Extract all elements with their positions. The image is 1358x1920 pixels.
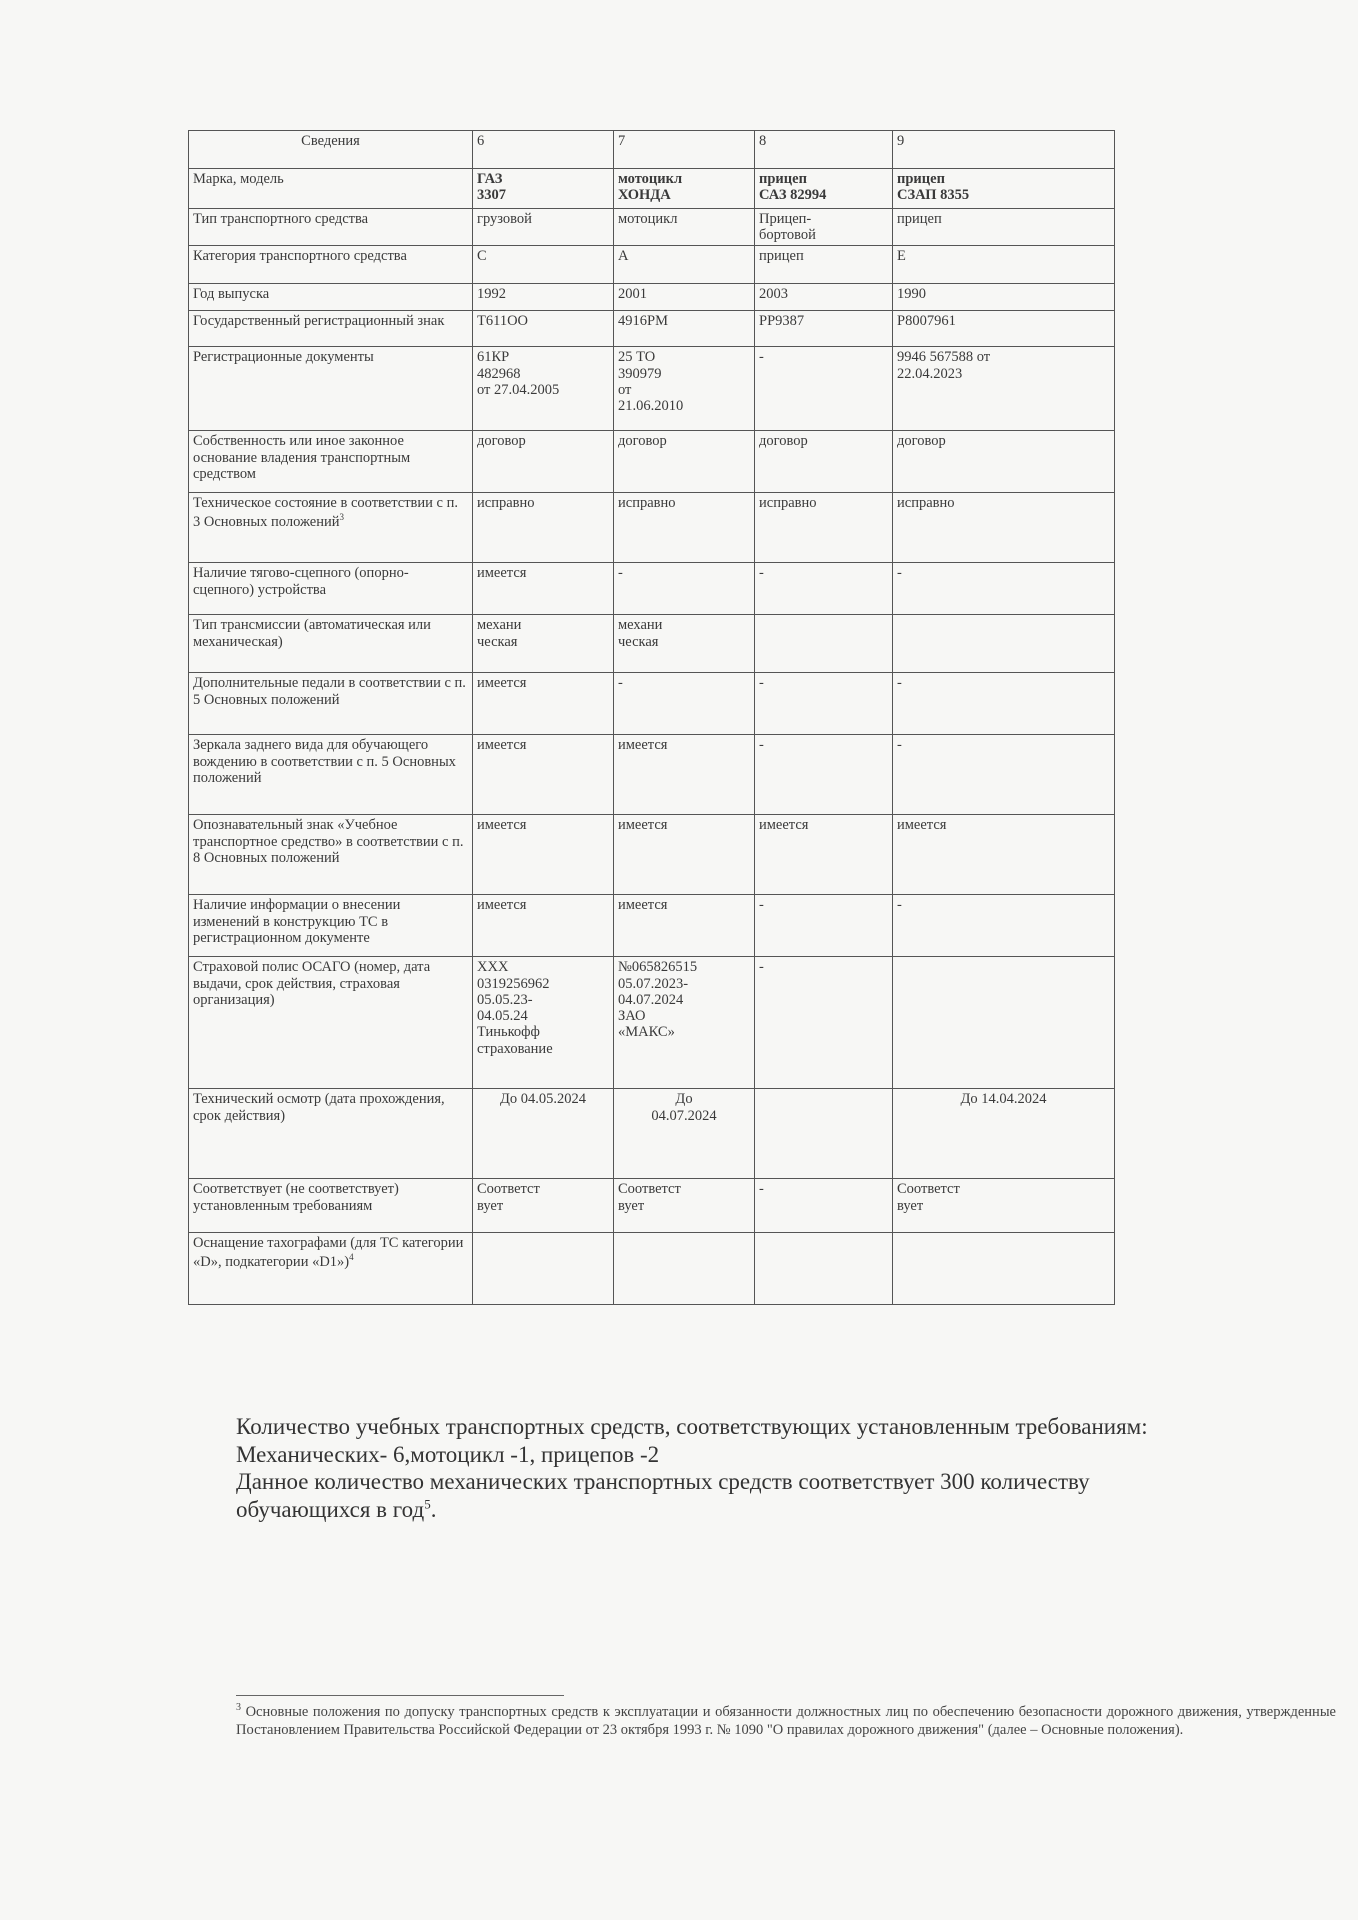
table-row-type [189,209,1115,246]
row-label-year: Год выпуска [189,284,473,311]
cell-ownership-c8: договор [755,431,893,493]
cell-tachograph-c6 [473,1233,614,1305]
table-row-sign [189,815,1115,895]
table-row-pedals [189,673,1115,735]
cell-inspection-c7: До 04.07.2024 [614,1089,755,1179]
cell-category-c9: Е [893,246,1115,284]
cell-sign-c8: имеется [755,815,893,895]
cell-inspection-c8 [755,1089,893,1179]
cell-modifications-c8: - [755,895,893,957]
cell-pedals-c6: имеется [473,673,614,735]
row-label-pedals: Дополнительные педали в соответствии с п. 5 Основных положений [189,673,473,735]
cell-mirrors-c8: - [755,735,893,815]
row-label-compliance: Соответствует (не соответствует) установленным требованиям [189,1179,473,1233]
cell-compliance-c9: Соответст вует [893,1179,1115,1233]
row-label-regdocs: Регистрационные документы [189,347,473,431]
cell-type-c8: Прицеп- бортовой [755,209,893,246]
cell-mirrors-c9: - [893,735,1115,815]
table-row-model [189,169,1115,209]
cell-plate-c6: Т611ОО [473,311,614,347]
cell-regdocs-c9: 9946 567588 от 22.04.2023 [893,347,1115,431]
cell-tachograph-c9 [893,1233,1115,1305]
cell-year-c8: 2003 [755,284,893,311]
cell-year-c7: 2001 [614,284,755,311]
row-label-sign: Опознавательный знак «Учебное транспортное средство» в соответствии с п. 8 Основных положений [189,815,473,895]
vehicle-info-table [188,130,1115,1305]
cell-ownership-c9: договор [893,431,1115,493]
cell-transmission-c8 [755,615,893,673]
cell-sign-c6: имеется [473,815,614,895]
cell-plate-c8: РР9387 [755,311,893,347]
row-label-plate: Государственный регистрационный знак [189,311,473,347]
table-row-tachograph [189,1233,1115,1305]
cell-compliance-c6: Соответст вует [473,1179,614,1233]
table-row-regdocs [189,347,1115,431]
cell-condition-c6: исправно [473,493,614,563]
header-col-9: 9 [893,131,1115,169]
cell-model-c7: мотоцикл ХОНДА [614,169,755,209]
row-label-inspection: Технический осмотр (дата прохождения, срок действия) [189,1089,473,1179]
footnote-marker: 3 [236,1702,241,1713]
cell-modifications-c7: имеется [614,895,755,957]
summary-line-3: Данное количество механических транспортных средств соответствует 300 количеству [236,1469,1090,1495]
footnote-divider [236,1695,564,1696]
table-row-insurance [189,957,1115,1089]
cell-towbar-c8: - [755,563,893,615]
cell-category-c8: прицеп [755,246,893,284]
row-label-condition: Техническое состояние в соответствии с п. 3 Основных положений$^3$ [189,493,473,563]
cell-sign-c9: имеется [893,815,1115,895]
cell-regdocs-c8: - [755,347,893,431]
cell-type-c6: грузовой [473,209,614,246]
row-label-transmission: Тип трансмиссии (автоматическая или механическая) [189,615,473,673]
row-label-type: Тип транспортного средства [189,209,473,246]
cell-regdocs-c7: 25 ТО 390979 от 21.06.2010 [614,347,755,431]
cell-category-c7: А [614,246,755,284]
cell-model-c6: ГАЗ 3307 [473,169,614,209]
header-col-8: 8 [755,131,893,169]
header-col-7: 7 [614,131,755,169]
cell-towbar-c7: - [614,563,755,615]
cell-year-c6: 1992 [473,284,614,311]
cell-towbar-c6: имеется [473,563,614,615]
table-row-towbar [189,563,1115,615]
table-row-condition [189,493,1115,563]
row-label-category: Категория транспортного средства [189,246,473,284]
table-row-year [189,284,1115,311]
row-label-ownership: Собственность или иное законное основание владения транспортным средством [189,431,473,493]
cell-sign-c7: имеется [614,815,755,895]
row-label-modifications: Наличие информации о внесении изменений в конструкцию ТС в регистрационном документе [189,895,473,957]
cell-insurance-c9 [893,957,1115,1089]
summary-text [236,1413,1336,1523]
cell-plate-c7: 4916РМ [614,311,755,347]
cell-plate-c9: Р8007961 [893,311,1115,347]
cell-compliance-c7: Соответст вует [614,1179,755,1233]
cell-tachograph-c7 [614,1233,755,1305]
row-label-tachograph: Оснащение тахографами (для ТС категории «D», подкатегории «D1»)$^4$ [189,1233,473,1305]
cell-insurance-c8: - [755,957,893,1089]
table-row-inspection [189,1089,1115,1179]
cell-transmission-c6: механи ческая [473,615,614,673]
cell-pedals-c8: - [755,673,893,735]
cell-condition-c8: исправно [755,493,893,563]
cell-inspection-c9: До 14.04.2024 [893,1089,1115,1179]
cell-inspection-c6: До 04.05.2024 [473,1089,614,1179]
table-row-category [189,246,1115,284]
summary-line-2: Механических- 6,мотоцикл -1, прицепов -2 [236,1441,660,1467]
cell-insurance-c7: №065826515 05.07.2023- 04.07.2024 ЗАО «МАКС» [614,957,755,1089]
table-row-mirrors [189,735,1115,815]
cell-pedals-c9: - [893,673,1115,735]
table-row-modifications [189,895,1115,957]
table-row-plate [189,311,1115,347]
cell-mirrors-c7: имеется [614,735,755,815]
table-row-transmission [189,615,1115,673]
table-row-ownership [189,431,1115,493]
table-header-row [189,131,1115,169]
cell-model-c8: прицеп САЗ 82994 [755,169,893,209]
cell-ownership-c7: договор [614,431,755,493]
row-label-mirrors: Зеркала заднего вида для обучающего вождению в соответствии с п. 5 Основных положений [189,735,473,815]
cell-ownership-c6: договор [473,431,614,493]
header-label-cell: Сведения [189,131,473,169]
row-label-insurance: Страховой полис ОСАГО (номер, дата выдачи, срок действия, страховая организация) [189,957,473,1089]
cell-transmission-c9 [893,615,1115,673]
header-col-6: 6 [473,131,614,169]
cell-mirrors-c6: имеется [473,735,614,815]
row-label-towbar: Наличие тягово-сцепного (опорно-сцепного) устройства [189,563,473,615]
cell-pedals-c7: - [614,673,755,735]
cell-model-c9: прицеп СЗАП 8355 [893,169,1115,209]
cell-year-c9: 1990 [893,284,1115,311]
cell-condition-c9: исправно [893,493,1115,563]
summary-line-4: обучающихся в год$^5$. [236,1496,437,1522]
cell-category-c6: С [473,246,614,284]
row-label-model: Марка, модель [189,169,473,209]
cell-tachograph-c8 [755,1233,893,1305]
cell-insurance-c6: ХХХ 0319256962 05.05.23- 04.05.24 Тинькофф страхование [473,957,614,1089]
footnote-text: Основные положения по допуску транспортных средств к эксплуатации и обязанности должностных лиц по обеспечению безопасности дорожного движения, утвержденные Постановлением Правительства Российской Федерации от 23 октября 1993 г. № 1090 "О правилах дорожного движения" (далее – Основные положения). [236,1703,1336,1738]
table-row-compliance [189,1179,1115,1233]
footnote [236,1702,1336,1739]
cell-type-c9: прицеп [893,209,1115,246]
summary-line-1: Количество учебных транспортных средств, соответствующих установленным требованиям: [236,1414,1148,1439]
cell-type-c7: мотоцикл [614,209,755,246]
cell-regdocs-c6: 61КР 482968 от 27.04.2005 [473,347,614,431]
cell-transmission-c7: механи ческая [614,615,755,673]
cell-compliance-c8: - [755,1179,893,1233]
cell-modifications-c6: имеется [473,895,614,957]
cell-modifications-c9: - [893,895,1115,957]
cell-towbar-c9: - [893,563,1115,615]
cell-condition-c7: исправно [614,493,755,563]
